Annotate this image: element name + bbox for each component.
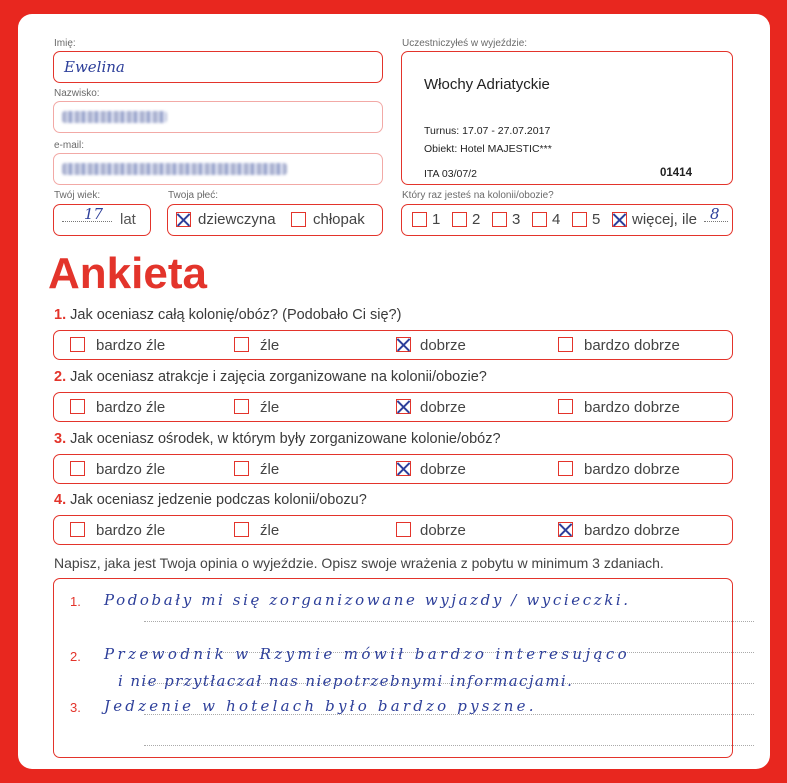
gender-label: Twoja płeć: xyxy=(168,190,219,201)
times-5-label: 5 xyxy=(592,211,601,228)
times-label: Który raz jesteś na kolonii/obozie? xyxy=(402,190,554,201)
question-2 xyxy=(54,369,487,385)
trip-label: Uczestniczyłeś w wyjeździe: xyxy=(402,38,528,49)
age-value: 17 xyxy=(84,205,104,223)
q4-bardzo-dobrze-checkbox[interactable] xyxy=(558,522,573,537)
q2-bardzo-zle-checkbox[interactable] xyxy=(70,399,85,414)
question-1 xyxy=(54,307,401,323)
times-5-checkbox[interactable] xyxy=(572,212,587,227)
gender-male-checkbox[interactable] xyxy=(291,212,306,227)
gender-female-label: dziewczyna xyxy=(198,211,276,228)
question-4-text: Jak oceniasz jedzenie podczas kolonii/obozu? xyxy=(70,492,367,508)
times-1-checkbox[interactable] xyxy=(412,212,427,227)
age-field[interactable] xyxy=(53,204,151,236)
times-4-label: 4 xyxy=(552,211,561,228)
trip-code: ITA 03/07/2 xyxy=(424,168,477,180)
response-number-1: 1. xyxy=(70,594,81,609)
times-more-value: 8 xyxy=(710,205,720,223)
q3-bardzo-dobrze-label: bardzo dobrze xyxy=(584,461,680,478)
q1-bardzo-dobrze-checkbox[interactable] xyxy=(558,337,573,352)
gender-male-label: chłopak xyxy=(313,211,365,228)
question-2-text: Jak oceniasz atrakcje i zajęcia zorganizowane na kolonii/obozie? xyxy=(70,369,487,385)
q1-bardzo-dobrze-label: bardzo dobrze xyxy=(584,337,680,354)
q1-bardzo-zle-checkbox[interactable] xyxy=(70,337,85,352)
q1-bardzo-zle-label: bardzo źle xyxy=(96,337,166,354)
q4-bardzo-zle-checkbox[interactable] xyxy=(70,522,85,537)
survey-title: Ankieta xyxy=(48,249,207,298)
times-2-checkbox[interactable] xyxy=(452,212,467,227)
opinion-prompt: Napisz, jaka jest Twoja opinia o wyjeździe. Opisz swoje wrażenia z pobytu w minimum 3 zdaniach. xyxy=(54,555,664,571)
question-2-number: 2. xyxy=(54,369,67,385)
q3-dobrze-label: dobrze xyxy=(420,461,466,478)
response-line-1: Podobały mi się zorganizowane wyjazdy / wycieczki. xyxy=(104,591,631,609)
q2-zle-label: źle xyxy=(260,399,280,416)
times-3-checkbox[interactable] xyxy=(492,212,507,227)
q4-dobrze-label: dobrze xyxy=(420,522,466,539)
times-field xyxy=(401,204,733,236)
q4-zle-checkbox[interactable] xyxy=(234,522,249,537)
question-4-options xyxy=(53,515,733,545)
q3-bardzo-dobrze-checkbox[interactable] xyxy=(558,461,573,476)
response-line-2: Przewodnik w Rzymie mówił bardzo interesująco xyxy=(104,645,631,663)
q1-zle-checkbox[interactable] xyxy=(234,337,249,352)
q2-dobrze-label: dobrze xyxy=(420,399,466,416)
q1-dobrze-checkbox[interactable] xyxy=(396,337,411,352)
response-line-3: i nie przytłaczał nas niepotrzebnymi informacjami. xyxy=(118,672,574,690)
q3-bardzo-zle-label: bardzo źle xyxy=(96,461,166,478)
q2-bardzo-dobrze-checkbox[interactable] xyxy=(558,399,573,414)
times-3-label: 3 xyxy=(512,211,521,228)
email-field[interactable] xyxy=(53,153,383,185)
email-label: e-mail: xyxy=(54,140,85,151)
q1-dobrze-label: dobrze xyxy=(420,337,466,354)
question-3-options xyxy=(53,454,733,484)
q2-dobrze-checkbox[interactable] xyxy=(396,399,411,414)
q4-dobrze-checkbox[interactable] xyxy=(396,522,411,537)
q3-zle-checkbox[interactable] xyxy=(234,461,249,476)
response-number-2: 2. xyxy=(70,649,81,664)
survey-form-page xyxy=(18,14,770,769)
q3-dobrze-checkbox[interactable] xyxy=(396,461,411,476)
ruled-line xyxy=(144,745,754,746)
q3-zle-label: źle xyxy=(260,461,280,478)
q4-zle-label: źle xyxy=(260,522,280,539)
times-4-checkbox[interactable] xyxy=(532,212,547,227)
age-unit: lat xyxy=(120,211,136,228)
question-4-number: 4. xyxy=(54,492,67,508)
gender-field xyxy=(167,204,383,236)
question-3 xyxy=(54,431,501,447)
surname-field[interactable] xyxy=(53,101,383,133)
trip-turnus: Turnus: 17.07 - 27.07.2017 xyxy=(424,125,551,137)
q2-bardzo-zle-label: bardzo źle xyxy=(96,399,166,416)
times-1-label: 1 xyxy=(432,211,441,228)
surname-redacted xyxy=(62,111,167,123)
times-more-checkbox[interactable] xyxy=(612,212,627,227)
question-2-options xyxy=(53,392,733,422)
trip-hotel: Obiekt: Hotel MAJESTIC*** xyxy=(424,143,552,155)
name-value: Ewelina xyxy=(64,58,125,76)
times-more-label: więcej, ile xyxy=(632,211,698,228)
q4-bardzo-zle-label: bardzo źle xyxy=(96,522,166,539)
trip-number: 01414 xyxy=(660,167,692,179)
trip-info-box xyxy=(401,51,733,185)
name-label: Imię: xyxy=(54,38,76,49)
q1-zle-label: źle xyxy=(260,337,280,354)
response-line-4: Jedzenie w hotelach było bardzo pyszne. xyxy=(104,697,537,715)
trip-name: Włochy Adriatyckie xyxy=(424,76,550,93)
question-3-text: Jak oceniasz ośrodek, w którym były zorganizowane kolonie/obóz? xyxy=(70,431,501,447)
surname-label: Nazwisko: xyxy=(54,88,100,99)
question-1-text: Jak oceniasz całą kolonię/obóz? (Podobało Ci się?) xyxy=(70,307,402,323)
q3-bardzo-zle-checkbox[interactable] xyxy=(70,461,85,476)
question-1-options xyxy=(53,330,733,360)
q2-bardzo-dobrze-label: bardzo dobrze xyxy=(584,399,680,416)
name-field[interactable] xyxy=(53,51,383,83)
times-2-label: 2 xyxy=(472,211,481,228)
question-4 xyxy=(54,492,367,508)
q4-bardzo-dobrze-label: bardzo dobrze xyxy=(584,522,680,539)
opinion-textarea[interactable] xyxy=(53,578,733,758)
email-redacted xyxy=(62,163,287,175)
gender-female-checkbox[interactable] xyxy=(176,212,191,227)
age-label: Twój wiek: xyxy=(54,190,101,201)
question-3-number: 3. xyxy=(54,431,67,447)
ruled-line xyxy=(144,621,754,622)
q2-zle-checkbox[interactable] xyxy=(234,399,249,414)
question-1-number: 1. xyxy=(54,307,67,323)
response-number-3: 3. xyxy=(70,700,81,715)
